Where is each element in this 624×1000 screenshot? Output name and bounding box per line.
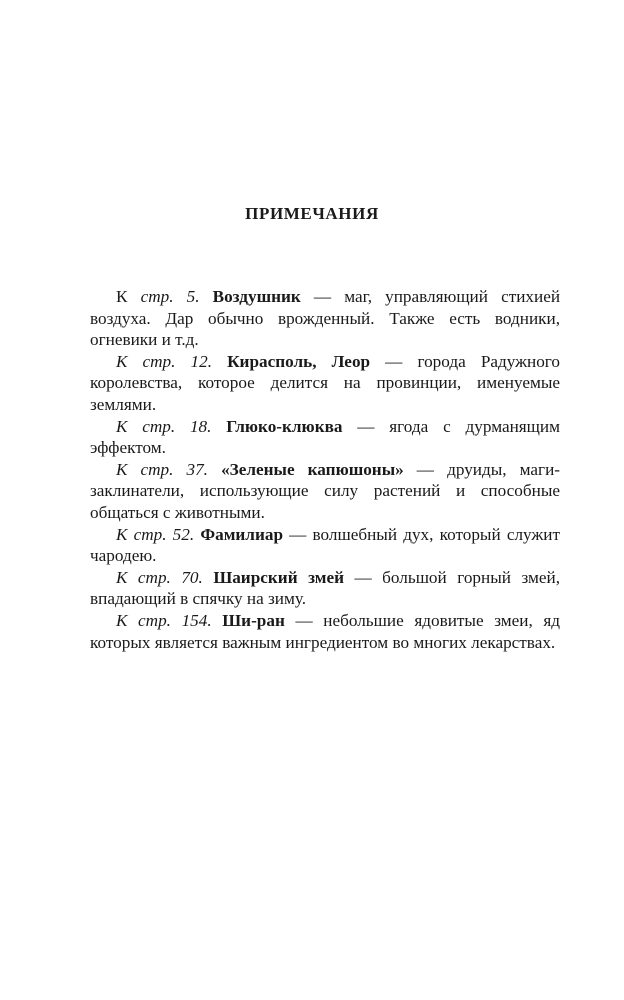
note-page-ref: К стр. 37.: [116, 459, 208, 479]
note-term: «Зеленые капюшоны»: [221, 459, 404, 479]
notes-list: [90, 286, 560, 653]
note-item: К стр. 18. Глюко-клюква — ягода с дурманящим эффектом.: [90, 416, 560, 458]
note-term: Воздушник: [212, 287, 301, 306]
note-page-ref: К стр. 52.: [116, 524, 195, 544]
note-item: К стр. 37. «Зеленые капюшоны» — друиды, маги-заклинатели, использующие силу растений и способные общаться с животными.: [90, 459, 561, 522]
note-page-ref: К стр. 18.: [116, 416, 212, 436]
note-prefix: К: [116, 287, 141, 306]
note-term: Глюко-клюква: [226, 416, 343, 436]
note-definition: города Радужного королевства, которое делится на провинции, именуемые землями.: [90, 351, 560, 414]
note-term: Шаирский змей: [213, 567, 344, 587]
note-definition: небольшие ядовитые змеи, яд которых является важным ингредиентом во многих лекарствах.: [90, 610, 561, 652]
note-page-ref: К стр. 70.: [116, 567, 203, 587]
note-term: Фамилиар: [200, 524, 284, 544]
note-term: Кирасполь, Леор: [227, 351, 371, 371]
note-item: К стр. 52. Фамилиар — волшебный дух, который служит чародею.: [90, 524, 560, 566]
note-definition: большой горный змей, впадающий в спячку на зиму.: [90, 567, 561, 609]
page-title: ПРИМЕЧАНИЯ: [245, 204, 379, 223]
note-definition: волшебный дух, который служит чародею.: [90, 524, 560, 566]
note-definition: маг, управляющий стихией воздуха. Дар обычно врожденный. Также есть водники, огневики и т.д.: [90, 287, 561, 350]
note-item: К стр. 154. Ши-ран — небольшие ядовитые змеи, яд которых является важным ингредиентом во многих лекарствах.: [90, 610, 561, 652]
note-definition: друиды, маги-заклинатели, использующие силу растений и способные общаться с животными.: [90, 459, 561, 522]
note-definition: ягода с дурманящим эффектом.: [90, 416, 560, 458]
note-page-ref: стр. 5.: [140, 287, 200, 306]
note-page-ref: К стр. 154.: [116, 610, 212, 630]
note-term: Ши-ран: [222, 610, 285, 630]
note-page-ref: К стр. 12.: [116, 351, 212, 371]
note-item: К стр. 12. Кирасполь, Леор — города Радужного королевства, которое делится на провинции, именуемые землями.: [90, 351, 560, 414]
note-item: К стр. 70. Шаирский змей — большой горный змей, впадающий в спячку на зиму.: [90, 567, 561, 609]
note-item: К стр. 5. Воздушник — маг, управляющий стихией воздуха. Дар обычно врожденный. Также есть водники, огневики и т.д.: [90, 287, 561, 350]
